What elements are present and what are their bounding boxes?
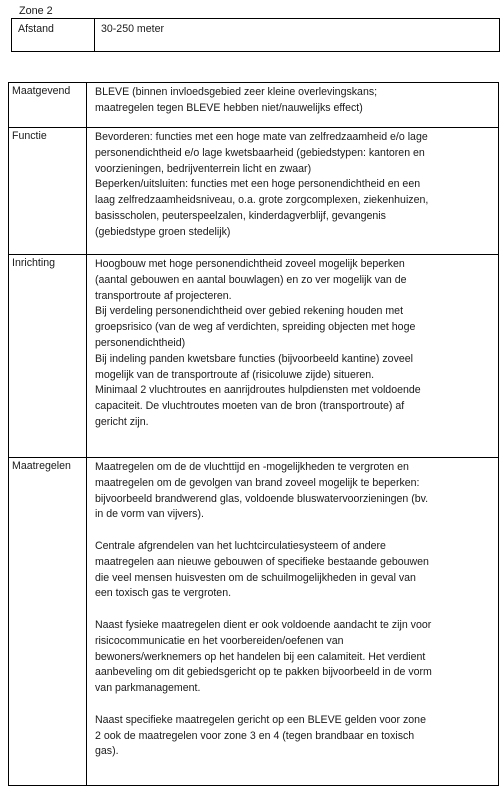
table-row-maatregelen [9, 458, 499, 786]
paragraph-spacer [95, 602, 494, 618]
row-label-inrichting: Inrichting [9, 255, 87, 458]
distance-label: Afstand [12, 19, 95, 52]
paragraph-spacer [95, 697, 494, 713]
row-content-maatregelen [87, 458, 499, 786]
row-content-functie [87, 128, 499, 255]
paragraph: Maatregelen om de de vluchttijd en -mogelijkheden te vergroten en maatregelen om de gevolgen van brand zoveel mogelijk te beperken: bijvoorbeeld brandwerend glas, voldoende bluswatervoorzieningen (bv. in de vorm van vijvers). [95, 461, 429, 521]
table-row-inrichting [9, 255, 499, 458]
paragraph: BLEVE (binnen invloedsgebied zeer kleine overlevingskans; maatregelen tegen BLEVE hebben niet/nauwelijks effect) [95, 86, 378, 114]
zone-title: Zone 2 [19, 5, 53, 17]
paragraph: Bij verdeling personendichtheid over gebied rekening houden met groepsrisico (van de weg af verdichten, spreiding objecten met hoge personendichtheid) [95, 305, 416, 349]
row-label-maatgevend: Maatgevend [9, 83, 87, 128]
row-content-inrichting [87, 255, 499, 458]
paragraph: Centrale afgrendelen van het luchtcirculatiesysteem of andere maatregelen aan nieuwe gebouwen of specifieke bestaande gebouwen die veel mensen huisvesten om de schuilmogelijkheden in geval van een toxisch gas te vergroten. [95, 539, 429, 600]
distance-row [12, 19, 500, 52]
zone-rules-table [8, 82, 499, 786]
distance-table [11, 18, 500, 52]
table-row-functie [9, 128, 499, 255]
paragraph: Beperken/uitsluiten: functies met een hoge personendichtheid en een laag zelfredzaamheidsniveau, o.a. grote zorgcomplexen, ziekenhuizen, basisscholen, peuterspeelzalen, kinderdagverblijf, gevangenis (gebiedstype groen stedelijk) [95, 178, 429, 238]
table-row-maatgevend [9, 83, 499, 128]
row-content-maatgevend [87, 83, 499, 128]
distance-value: 30-250 meter [95, 19, 500, 52]
paragraph: Naast fysieke maatregelen dient er ook voldoende aandacht te zijn voor risicocommunicatie en het voorbereiden/oefenen van bewoners/werknemers op het handelen bij een calamiteit. Het verdient aanbeveling om dit gebiedsgericht op te pakken bijvoorbeeld in de vorm van parkmanagement. [95, 618, 432, 695]
paragraph: Naast specifieke maatregelen gericht op een BLEVE gelden voor zone 2 ook de maatregelen voor zone 3 en 4 (tegen brandbaar en toxisch gas). [95, 713, 426, 758]
paragraph-spacer [95, 523, 494, 539]
paragraph: Bij indeling panden kwetsbare functies (bijvoorbeeld kantine) zoveel mogelijk van de transportroute af (risicoluwe zijde) situeren. [95, 352, 414, 381]
paragraph: Hoogbouw met hoge personendichtheid zoveel mogelijk beperken (aantal gebouwen en aantal bouwlagen) en zo ver mogelijk van de transportroute af projecteren. [95, 258, 407, 302]
row-label-maatregelen: Maatregelen [9, 458, 87, 786]
paragraph: Bevorderen: functies met een hoge mate van zelfredzaamheid e/o lage personendichtheid e/o lage kwetsbaarheid (gebiedstypen: kantoren en voorzieningen, bedrijventerrein licht en zwaar) [95, 131, 428, 175]
paragraph: Minimaal 2 vluchtroutes en aanrijdroutes hulpdiensten met voldoende capaciteit. De vluchtroutes moeten van de bron (transportroute) af gericht zijn. [95, 384, 421, 428]
row-label-functie: Functie [9, 128, 87, 255]
